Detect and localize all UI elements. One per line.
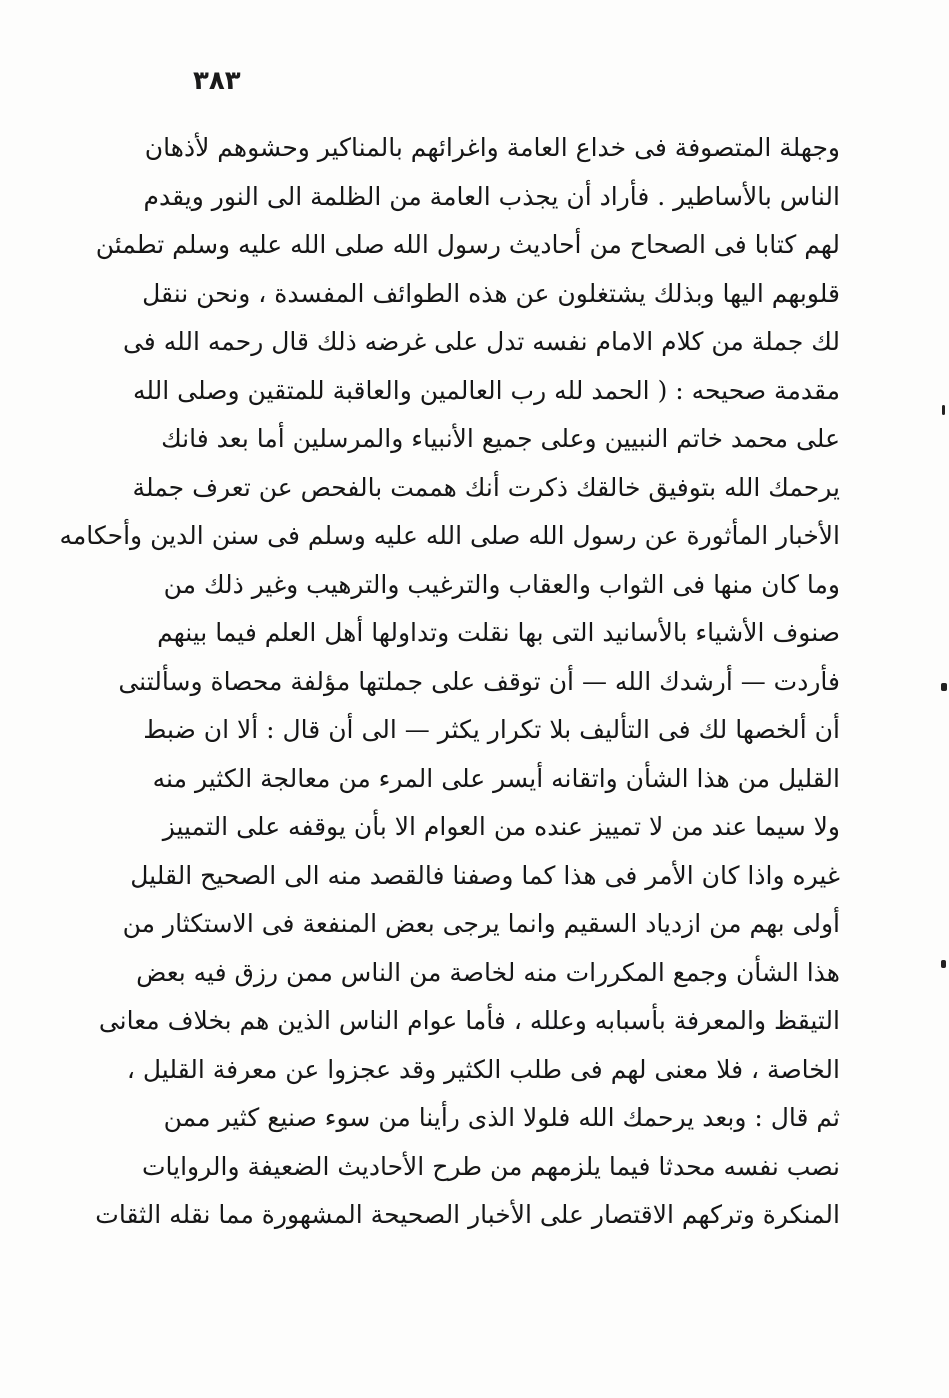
text-line: لك جملة من كلام الامام نفسه تدل على غرضه ذلك قال رحمه الله فى	[122, 327, 840, 356]
scan-mark	[942, 405, 945, 415]
text-line: المنكرة وتركهم الاقتصار على الأخبار الصحيحة المشهورة مما نقله الثقات	[95, 1200, 840, 1229]
text-line: نصب نفسه محدثا فيما يلزمهم من طرح الأحاديث الضعيفة والروايات	[141, 1151, 840, 1181]
scan-mark	[941, 960, 946, 968]
text-line: يرحمك الله بتوفيق خالقك ذكرت أنك هممت بالفحص عن تعرف جملة	[132, 472, 840, 502]
body-text	[59, 124, 840, 1240]
text-line: ولا سيما عند من لا تمييز عنده من العوام الا بأن يوقفه على التمييز	[162, 812, 840, 841]
scan-mark	[941, 683, 947, 691]
text-line: أولى بهم من ازدياد السقيم وانما يرجى بعض المنفعة فى الاستكثار من	[122, 909, 840, 938]
text-line: الناس بالأساطير . فأراد أن يجذب العامة من الظلمة الى النور ويقدم	[143, 181, 840, 211]
text-line: هذا الشأن وجمع المكررات منه لخاصة من الناس ممن رزق فيه بعض	[136, 957, 840, 987]
text-line: على محمد خاتم النبيين وعلى جميع الأنبياء والمرسلين أما بعد فانك	[161, 424, 840, 453]
text-line: القليل من هذا الشأن واتقانه أيسر على المرء من معالجة الكثير منه	[152, 763, 840, 793]
text-line: قلوبهم اليها وبذلك يشتغلون عن هذه الطوائف المفسدة ، ونحن ننقل	[142, 278, 840, 308]
text-line: ثم قال : وبعد يرحمك الله فلولا الذى رأينا من سوء صنيع كثير ممن	[163, 1103, 840, 1132]
text-line: الخاصة ، فلا معنى لهم فى طلب الكثير وقد عجزوا عن معرفة القليل ،	[126, 1054, 840, 1084]
text-line: وجهلة المتصوفة فى خداع العامة واغرائهم بالمناكير وحشوهم لأذهان	[144, 133, 840, 162]
text-line: التيقظ والمعرفة بأسبابه وعلله ، فأما عوام الناس الذين هم بخلاف معانى	[98, 1006, 840, 1035]
text-line: فأردت — أرشدك الله — أن توقف على جملتها مؤلفة محصاة وسألتنى	[118, 666, 840, 696]
text-line: الأخبار المأثورة عن رسول الله صلى الله عليه وسلم فى سنن الدين وأحكامه	[59, 521, 840, 550]
text-line: أن ألخصها لك فى التأليف بلا تكرار يكثر — الى أن قال : ألا ان ضبط	[143, 715, 840, 744]
text-line: صنوف الأشياء بالأسانيد التى بها نقلت وتداولها أهل العلم فيما بينهم	[157, 618, 840, 647]
text-line: غيره واذا كان الأمر فى هذا كما وصفنا فالقصد منه الى الصحيح القليل	[130, 860, 840, 890]
page-number: ٣٨٣	[193, 66, 241, 96]
text-line: مقدمة صحيحه : ( الحمد لله رب العالمين والعاقبة للمتقين وصلى الله	[132, 375, 840, 405]
text-line: وما كان منها فى الثواب والعقاب والترغيب والترهيب وغير ذلك من	[163, 569, 840, 599]
text-line: لهم كتابا فى الصحاح من أحاديث رسول الله صلى الله عليه وسلم تطمئن	[95, 230, 840, 259]
